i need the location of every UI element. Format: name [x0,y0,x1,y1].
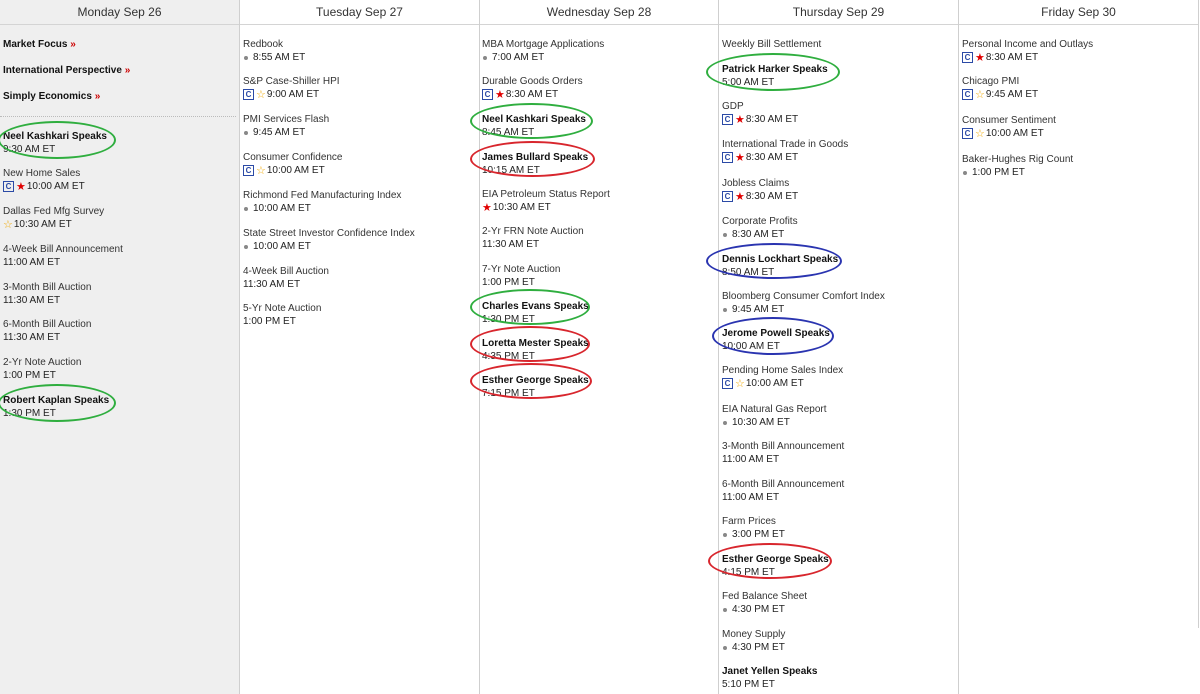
event-title: Bloomberg Consumer Comfort Index [722,291,885,302]
consensus-badge-icon: C [722,114,733,125]
calendar-event[interactable] [243,227,473,253]
consensus-badge-icon: C [962,89,973,100]
event-title: Chicago PMI [962,76,1020,87]
calendar-event[interactable] [482,263,712,289]
event-time: 11:30 AM ET [3,295,61,306]
link-label: International Perspective [3,65,122,76]
calendar-event[interactable] [3,318,233,344]
event-time: 1:30 PM ET [482,314,535,325]
event-time-row [243,315,473,328]
calendar-event[interactable] [3,130,233,156]
bullet-icon [483,56,487,60]
event-time: 8:45 AM ET [482,127,535,138]
event-time: 8:30 AM ET [745,191,799,202]
consensus-badge-icon: C [482,89,493,100]
event-time-row [3,256,233,269]
calendar-event[interactable] [243,151,473,177]
event-time: 11:00 AM ET [722,454,780,465]
bullet-icon [723,646,727,650]
link-simply-economics[interactable] [3,91,100,102]
event-time-row [482,201,712,214]
red-star-icon: ★ [975,51,985,64]
bullet-icon [244,56,248,60]
event-time-row [243,240,473,253]
bullet-icon [244,131,248,135]
calendar-event[interactable] [962,114,1192,140]
event-title: Farm Prices [722,516,776,527]
red-star-icon: ★ [482,201,492,214]
calendar-event[interactable] [722,665,952,691]
bullet-icon [963,171,967,175]
event-title: Patrick Harker Speaks [722,64,828,75]
day-header-thursday: Thursday Sep 29 [719,0,958,25]
event-time-row [722,528,952,541]
event-time-row [243,126,473,139]
event-title: Loretta Mester Speaks [482,338,589,349]
event-time-row [722,678,952,691]
event-time-row [722,113,952,126]
calendar-event[interactable] [243,38,473,64]
event-title: James Bullard Speaks [482,152,589,163]
calendar-event[interactable] [243,75,473,101]
event-time-row [482,126,712,139]
event-time: 9:30 AM ET [3,144,56,155]
event-time: 10:00 AM ET [266,165,325,176]
event-title: Consumer Sentiment [962,115,1056,126]
link-arrow-icon: » [94,91,101,102]
gold-star-icon: ☆ [975,88,985,101]
event-time-row [3,369,233,382]
event-time-row [722,190,952,203]
event-time: 5:00 AM ET [722,77,775,88]
calendar-event[interactable] [3,394,233,420]
calendar-event[interactable] [722,100,952,126]
calendar-event[interactable] [722,590,952,616]
calendar-event[interactable] [482,300,712,326]
event-title: EIA Petroleum Status Report [482,189,610,200]
event-time-row [962,127,1192,140]
event-title: 4-Week Bill Announcement [3,244,123,255]
consensus-badge-icon: C [722,152,733,163]
event-title: 6-Month Bill Auction [3,319,92,330]
event-time-row [3,180,233,193]
event-time: 4:15 PM ET [722,567,775,578]
link-label: Simply Economics [3,91,92,102]
event-time-row [482,88,712,101]
event-title: 2-Yr Note Auction [3,357,82,368]
event-time-row [722,603,952,616]
event-title: Esther George Speaks [482,375,589,386]
event-title: Robert Kaplan Speaks [3,395,110,406]
event-time: 1:30 PM ET [3,408,56,419]
calendar-event[interactable] [243,265,473,291]
calendar-event[interactable] [962,153,1192,179]
event-title: Dennis Lockhart Speaks [722,254,839,265]
calendar-event[interactable] [722,628,952,654]
event-time: 4:30 PM ET [732,642,785,653]
event-time: 11:00 AM ET [3,257,61,268]
red-star-icon: ★ [16,180,26,193]
event-time: 9:45 AM ET [253,127,306,138]
calendar-event[interactable] [722,63,952,89]
event-time: 1:00 PM ET [972,167,1025,178]
consensus-badge-icon: C [722,378,733,389]
calendar-event[interactable] [3,167,233,193]
event-title: New Home Sales [3,168,81,179]
event-title: Dallas Fed Mfg Survey [3,206,105,217]
event-title: Baker-Hughes Rig Count [962,154,1074,165]
calendar-event[interactable] [3,243,233,269]
event-time: 1:00 PM ET [243,316,296,327]
consensus-badge-icon: C [3,181,14,192]
event-time-row [722,416,952,429]
event-title: Neel Kashkari Speaks [482,114,586,125]
bullet-icon [723,233,727,237]
event-title: 7-Yr Note Auction [482,264,561,275]
event-time: 11:30 AM ET [3,332,61,343]
event-title: Durable Goods Orders [482,76,583,87]
event-title: 6-Month Bill Announcement [722,479,845,490]
day-header-monday: Monday Sep 26 [0,0,239,25]
link-label: Market Focus [3,39,68,50]
event-time-row [243,164,473,177]
day-header-friday: Friday Sep 30 [959,0,1198,25]
event-title: Richmond Fed Manufacturing Index [243,190,402,201]
calendar-event[interactable] [962,38,1192,64]
gold-star-icon: ☆ [3,218,13,231]
event-time-row [243,51,473,64]
consensus-badge-icon: C [243,89,254,100]
calendar-event[interactable] [722,553,952,579]
calendar-event[interactable] [243,302,473,328]
event-title: Neel Kashkari Speaks [3,131,107,142]
consensus-badge-icon: C [962,52,973,63]
calendar-event[interactable] [3,281,233,307]
event-title: Money Supply [722,629,786,640]
calendar-event[interactable] [482,188,712,214]
bullet-icon [244,245,248,249]
bullet-icon [723,533,727,537]
calendar-event[interactable] [722,290,952,316]
calendar-event[interactable] [722,177,952,203]
calendar-event[interactable] [3,205,233,231]
event-time-row [722,228,952,241]
event-title: Personal Income and Outlays [962,39,1094,50]
event-time: 11:00 AM ET [722,492,780,503]
event-time-row [722,266,952,279]
calendar-event[interactable] [482,38,712,64]
red-star-icon: ★ [495,88,505,101]
event-time: 8:55 AM ET [253,52,306,63]
event-time-row [722,76,952,89]
event-time-row [3,143,233,156]
red-star-icon: ★ [735,190,745,203]
event-time-row [482,350,712,363]
gold-star-icon: ☆ [975,127,985,140]
event-time-row [243,202,473,215]
event-time: 1:00 PM ET [482,277,535,288]
event-time: 8:30 AM ET [732,229,785,240]
calendar-event[interactable] [482,75,712,101]
calendar-event[interactable] [722,327,952,353]
event-time-row [962,166,1192,179]
calendar-event[interactable] [722,440,952,466]
event-time-row [722,453,952,466]
event-time-row [482,164,712,177]
event-time: 10:00 AM ET [745,378,804,389]
event-time-row [482,313,712,326]
event-time-row [722,303,952,316]
event-title: 2-Yr FRN Note Auction [482,226,584,237]
consensus-badge-icon: C [722,191,733,202]
event-time-row [3,294,233,307]
event-title: Weekly Bill Settlement [722,39,822,50]
event-time: 10:00 AM ET [722,341,780,352]
consensus-badge-icon: C [243,165,254,176]
day-column-tuesday [240,0,479,694]
event-title: Consumer Confidence [243,152,343,163]
event-time: 4:30 PM ET [732,604,785,615]
event-title: Jobless Claims [722,178,790,189]
event-title: Fed Balance Sheet [722,591,808,602]
event-time: 10:00 AM ET [985,128,1044,139]
calendar-event[interactable] [722,138,952,164]
event-title: 3-Month Bill Announcement [722,441,845,452]
event-title: PMI Services Flash [243,114,330,125]
event-time: 9:45 AM ET [732,304,785,315]
event-time: 8:30 AM ET [745,152,799,163]
calendar-event[interactable] [962,75,1192,101]
calendar-event[interactable] [482,374,712,400]
event-time-row [3,331,233,344]
link-arrow-icon: » [70,39,76,50]
event-time-row [962,88,1192,101]
event-title: Redbook [243,39,284,50]
gold-star-icon: ☆ [256,164,266,177]
event-time-row [243,88,473,101]
event-time-row [3,407,233,420]
event-time: 8:30 AM ET [985,52,1039,63]
calendar-event[interactable] [722,253,952,279]
event-time: 5:10 PM ET [722,679,775,690]
event-time: 10:00 AM ET [253,241,311,252]
calendar-event[interactable] [722,403,952,429]
event-title: MBA Mortgage Applications [482,39,605,50]
event-time-row [482,276,712,289]
event-time-row [722,340,952,353]
link-market-focus[interactable] [3,39,76,50]
event-title: 4-Week Bill Auction [243,266,329,277]
calendar-event[interactable] [722,215,952,241]
red-star-icon: ★ [735,113,745,126]
links-divider [0,116,236,117]
day-header-tuesday: Tuesday Sep 27 [240,0,479,25]
event-time-row [962,51,1192,64]
event-time: 7:15 PM ET [482,388,535,399]
calendar-event[interactable] [482,113,712,139]
event-time: 10:00 AM ET [253,203,311,214]
calendar-event[interactable] [243,189,473,215]
bullet-icon [723,608,727,612]
gold-star-icon: ☆ [256,88,266,101]
event-title: GDP [722,101,744,112]
event-title: Janet Yellen Speaks [722,666,818,677]
event-time-row [722,377,952,390]
column-divider [1198,0,1199,628]
event-title: Esther George Speaks [722,554,829,565]
event-time-row [482,387,712,400]
event-title: 3-Month Bill Auction [3,282,92,293]
event-time: 8:30 AM ET [745,114,799,125]
event-time: 11:30 AM ET [482,239,540,250]
link-international-perspective[interactable] [3,65,130,76]
event-time: 3:00 PM ET [732,529,785,540]
event-time-row [243,278,473,291]
calendar-event[interactable] [243,113,473,139]
event-title: International Trade in Goods [722,139,849,150]
event-title: State Street Investor Confidence Index [243,228,415,239]
event-time: 1:00 PM ET [3,370,56,381]
link-arrow-icon: » [124,65,131,76]
event-title: Pending Home Sales Index [722,365,844,376]
bullet-icon [723,421,727,425]
event-time: 10:30 AM ET [492,202,551,213]
event-time: 4:35 PM ET [482,351,535,362]
event-time-row [722,566,952,579]
event-title: Jerome Powell Speaks [722,328,830,339]
day-column-friday [959,0,1198,694]
event-time: 8:30 AM ET [505,89,559,100]
bullet-icon [244,207,248,211]
day-header-wednesday: Wednesday Sep 28 [480,0,718,25]
event-time: 10:30 AM ET [13,219,72,230]
calendar-event[interactable] [3,356,233,382]
event-time: 8:50 AM ET [722,267,775,278]
event-time: 9:45 AM ET [985,89,1039,100]
red-star-icon: ★ [735,151,745,164]
gold-star-icon: ☆ [735,377,745,390]
day-column-monday [0,0,239,694]
calendar-event[interactable] [722,364,952,390]
event-time: 7:00 AM ET [492,52,545,63]
event-title: S&P Case-Shiller HPI [243,76,340,87]
calendar-event[interactable] [482,151,712,177]
consensus-badge-icon: C [962,128,973,139]
event-time: 10:00 AM ET [26,181,85,192]
event-time: 9:00 AM ET [266,89,320,100]
event-title: Charles Evans Speaks [482,301,589,312]
event-time-row [722,641,952,654]
event-time-row [722,151,952,164]
calendar-event[interactable] [722,38,952,51]
calendar-event[interactable] [482,337,712,363]
event-time-row [482,238,712,251]
calendar-event[interactable] [722,515,952,541]
bullet-icon [723,308,727,312]
event-time: 11:30 AM ET [243,279,301,290]
event-title: Corporate Profits [722,216,798,227]
event-title: EIA Natural Gas Report [722,404,827,415]
event-time-row [482,51,712,64]
calendar-event[interactable] [482,225,712,251]
event-time: 10:15 AM ET [482,165,540,176]
event-time-row [3,218,233,231]
event-title: 5-Yr Note Auction [243,303,322,314]
event-time: 10:30 AM ET [732,417,790,428]
calendar-event[interactable] [722,478,952,504]
event-time-row [722,491,952,504]
